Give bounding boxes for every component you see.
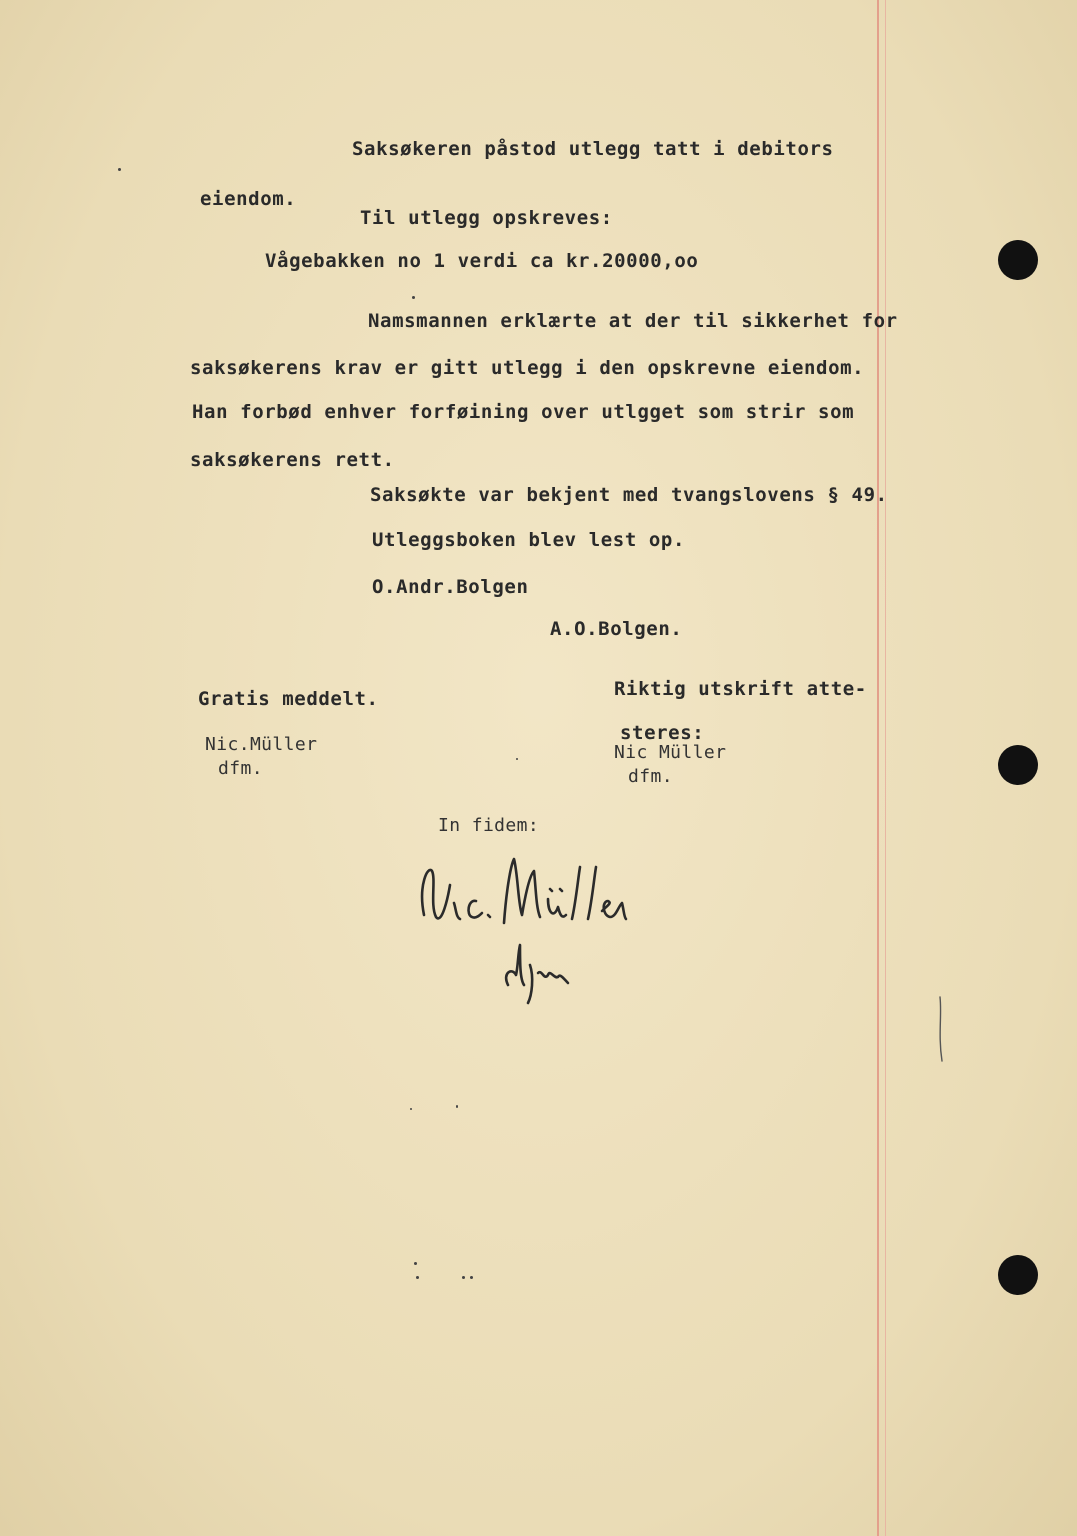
gratis-title: Gratis meddelt. [198, 688, 379, 710]
paper-speck [462, 1276, 465, 1279]
margin-rule [877, 0, 879, 1536]
text-line-1: Saksøkeren påstod utlegg tatt i debitors [352, 138, 834, 160]
text-line-5: Namsmannen erklærte at der til sikkerhet for [368, 310, 898, 332]
attest-title-line-1: Riktig utskrift atte- [614, 678, 867, 700]
paper-speck [516, 758, 518, 760]
text-line-2: eiendom. [200, 188, 297, 210]
margin-rule-secondary [885, 0, 886, 1536]
paper-speck [118, 168, 121, 171]
text-line-12: A.O.Bolgen. [550, 618, 683, 640]
text-line-7: Han forbød enhver forføining over utlgget som strir som [192, 401, 855, 423]
paper-speck [410, 1108, 412, 1110]
gratis-role: dfm. [218, 758, 263, 779]
text-line-3: Til utlegg opskreves: [360, 207, 613, 229]
punch-hole-bottom [998, 1255, 1038, 1295]
paper-speck [456, 1105, 458, 1108]
attest-role: dfm. [628, 766, 673, 787]
punch-hole-top [998, 240, 1038, 280]
paper-speck [416, 1276, 419, 1279]
text-line-4: Vågebakken no 1 verdi ca kr.20000,oo [265, 250, 699, 272]
text-line-9: Saksøkte var bekjent med tvangslovens § 49. [370, 484, 888, 506]
text-line-6: saksøkerens krav er gitt utlegg i den opskrevne eiendom. [190, 357, 865, 379]
text-line-8: saksøkerens rett. [190, 449, 395, 471]
gratis-name: Nic.Müller [205, 734, 318, 755]
paper-speck [412, 296, 415, 299]
text-line-11: O.Andr.Bolgen [372, 576, 529, 598]
punch-hole-middle [998, 745, 1038, 785]
attest-name: Nic Müller [614, 742, 727, 763]
attest-title-line-2: steres: [620, 722, 705, 744]
paper-speck [414, 1262, 417, 1265]
in-fidem-label: In fidem: [438, 815, 540, 836]
pencil-mark [930, 995, 950, 1065]
text-line-10: Utleggsboken blev lest op. [372, 529, 686, 551]
paper-speck [470, 1276, 473, 1279]
handwritten-signature [410, 845, 650, 1015]
